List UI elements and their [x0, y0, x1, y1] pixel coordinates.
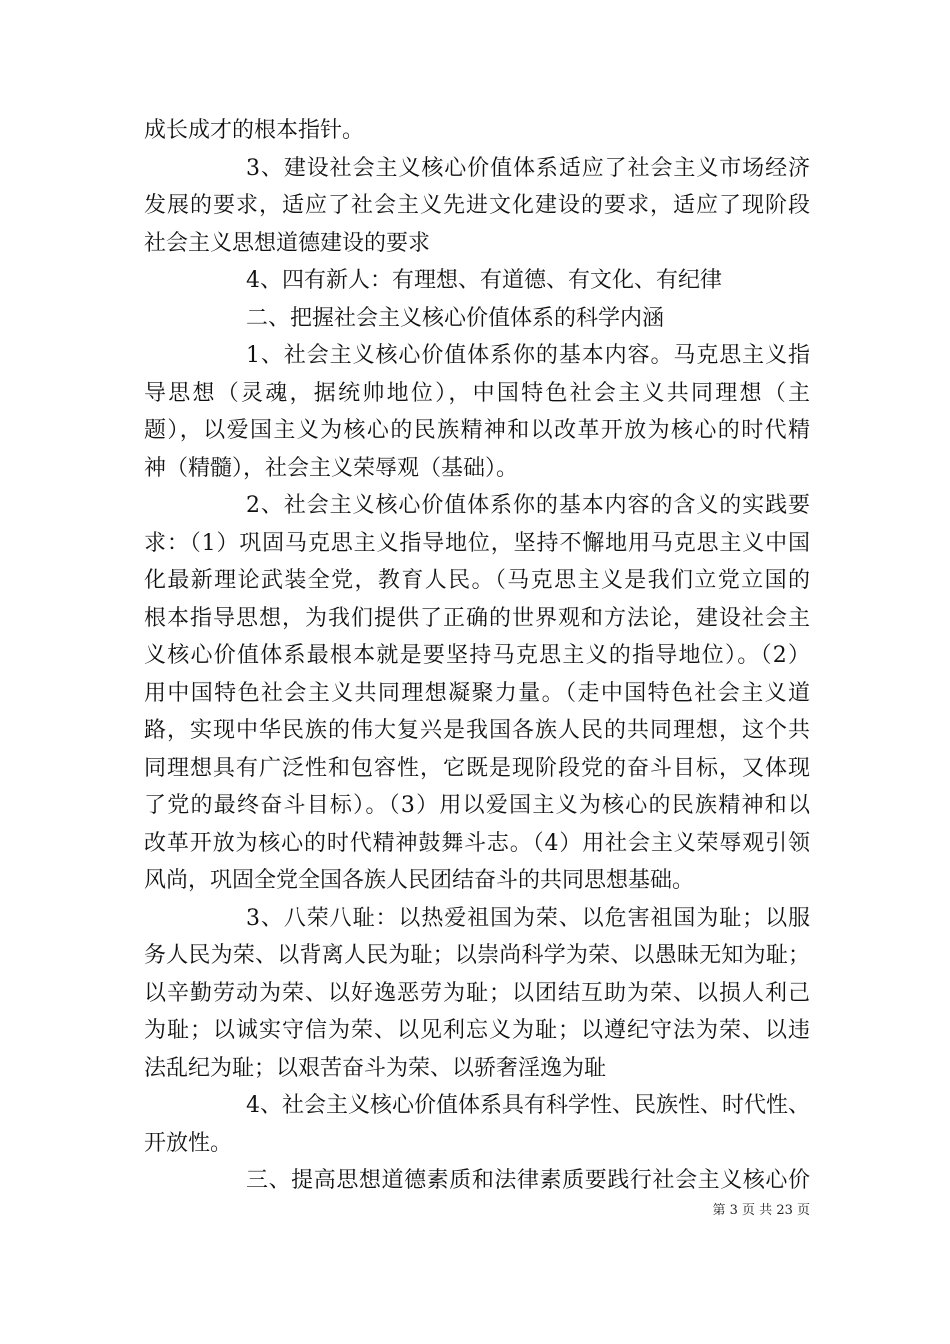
text-line: 路，实现中华民族的伟大复兴是我国各族人民的共同理想，这个共	[144, 718, 810, 743]
text-line: 开放性。	[144, 1130, 233, 1156]
text-line: 风尚，巩固全党全国各族人民团结奋斗的共同思想基础。	[144, 868, 695, 893]
text-line: 改革开放为核心的时代精神鼓舞斗志。（4）用社会主义荣辱观引领	[144, 830, 810, 856]
text-line: 2、社会主义核心价值体系你的基本内容的含义的实践要	[246, 493, 810, 518]
section-heading: 二、把握社会主义核心价值体系的科学内涵	[246, 305, 665, 331]
text-line: 4、四有新人：有理想、有道德、有文化、有纪律	[246, 268, 722, 293]
text-line: 神（精髓），社会主义荣辱观（基础）。	[144, 455, 519, 481]
section-heading: 三、提高思想道德素质和法律素质要践行社会主义核心价	[246, 1168, 810, 1193]
text-line: 同理想具有广泛性和包容性，它既是现阶段党的奋斗目标，又体现	[144, 755, 810, 781]
text-line: 务人民为荣、以背离人民为耻；以崇尚科学为荣、以愚昧无知为耻；	[144, 943, 810, 968]
text-line: 导思想（灵魂，据统帅地位），中国特色社会主义共同理想（主	[144, 380, 810, 406]
text-line: 3、建设社会主义核心价值体系适应了社会主义市场经济	[246, 155, 810, 181]
text-line: 根本指导思想，为我们提供了正确的世界观和方法论，建设社会主	[144, 605, 810, 631]
text-line: 4、社会主义核心价值体系具有科学性、民族性、时代性、	[246, 1093, 810, 1118]
text-line: 义核心价值体系最根本就是要坚持马克思主义的指导地位）。（2）	[144, 643, 810, 668]
text-line: 求：（1）巩固马克思主义指导地位，坚持不懈地用马克思主义中国	[144, 530, 810, 556]
text-line: 以辛勤劳动为荣、以好逸恶劳为耻；以团结互助为荣、以损人利己	[144, 980, 810, 1006]
document-body	[144, 112, 810, 1200]
text-line: 为耻；以诚实守信为荣、以见利忘义为耻；以遵纪守法为荣、以违	[144, 1018, 810, 1043]
text-line: 题），以爱国主义为核心的民族精神和以改革开放为核心的时代精	[144, 418, 810, 443]
text-line: 化最新理论武装全党，教育人民。（马克思主义是我们立党立国的	[144, 568, 810, 593]
text-line: 1、社会主义核心价值体系你的基本内容。马克思主义指	[246, 343, 810, 368]
page-number: 第 3 页 共 23 页	[712, 1203, 810, 1218]
text-line: 成长成才的根本指针。	[144, 118, 365, 143]
text-line: 社会主义思想道德建设的要求	[144, 230, 431, 256]
text-line: 3、八荣八耻：以热爱祖国为荣、以危害祖国为耻；以服	[246, 905, 810, 931]
text-line: 了党的最终奋斗目标）。（3）用以爱国主义为核心的民族精神和以	[144, 793, 810, 818]
text-line: 法乱纪为耻；以艰苦奋斗为荣、以骄奢淫逸为耻	[144, 1055, 607, 1081]
text-line: 发展的要求，适应了社会主义先进文化建设的要求，适应了现阶段	[144, 193, 810, 218]
text-line: 用中国特色社会主义共同理想凝聚力量。（走中国特色社会主义道	[144, 680, 810, 706]
